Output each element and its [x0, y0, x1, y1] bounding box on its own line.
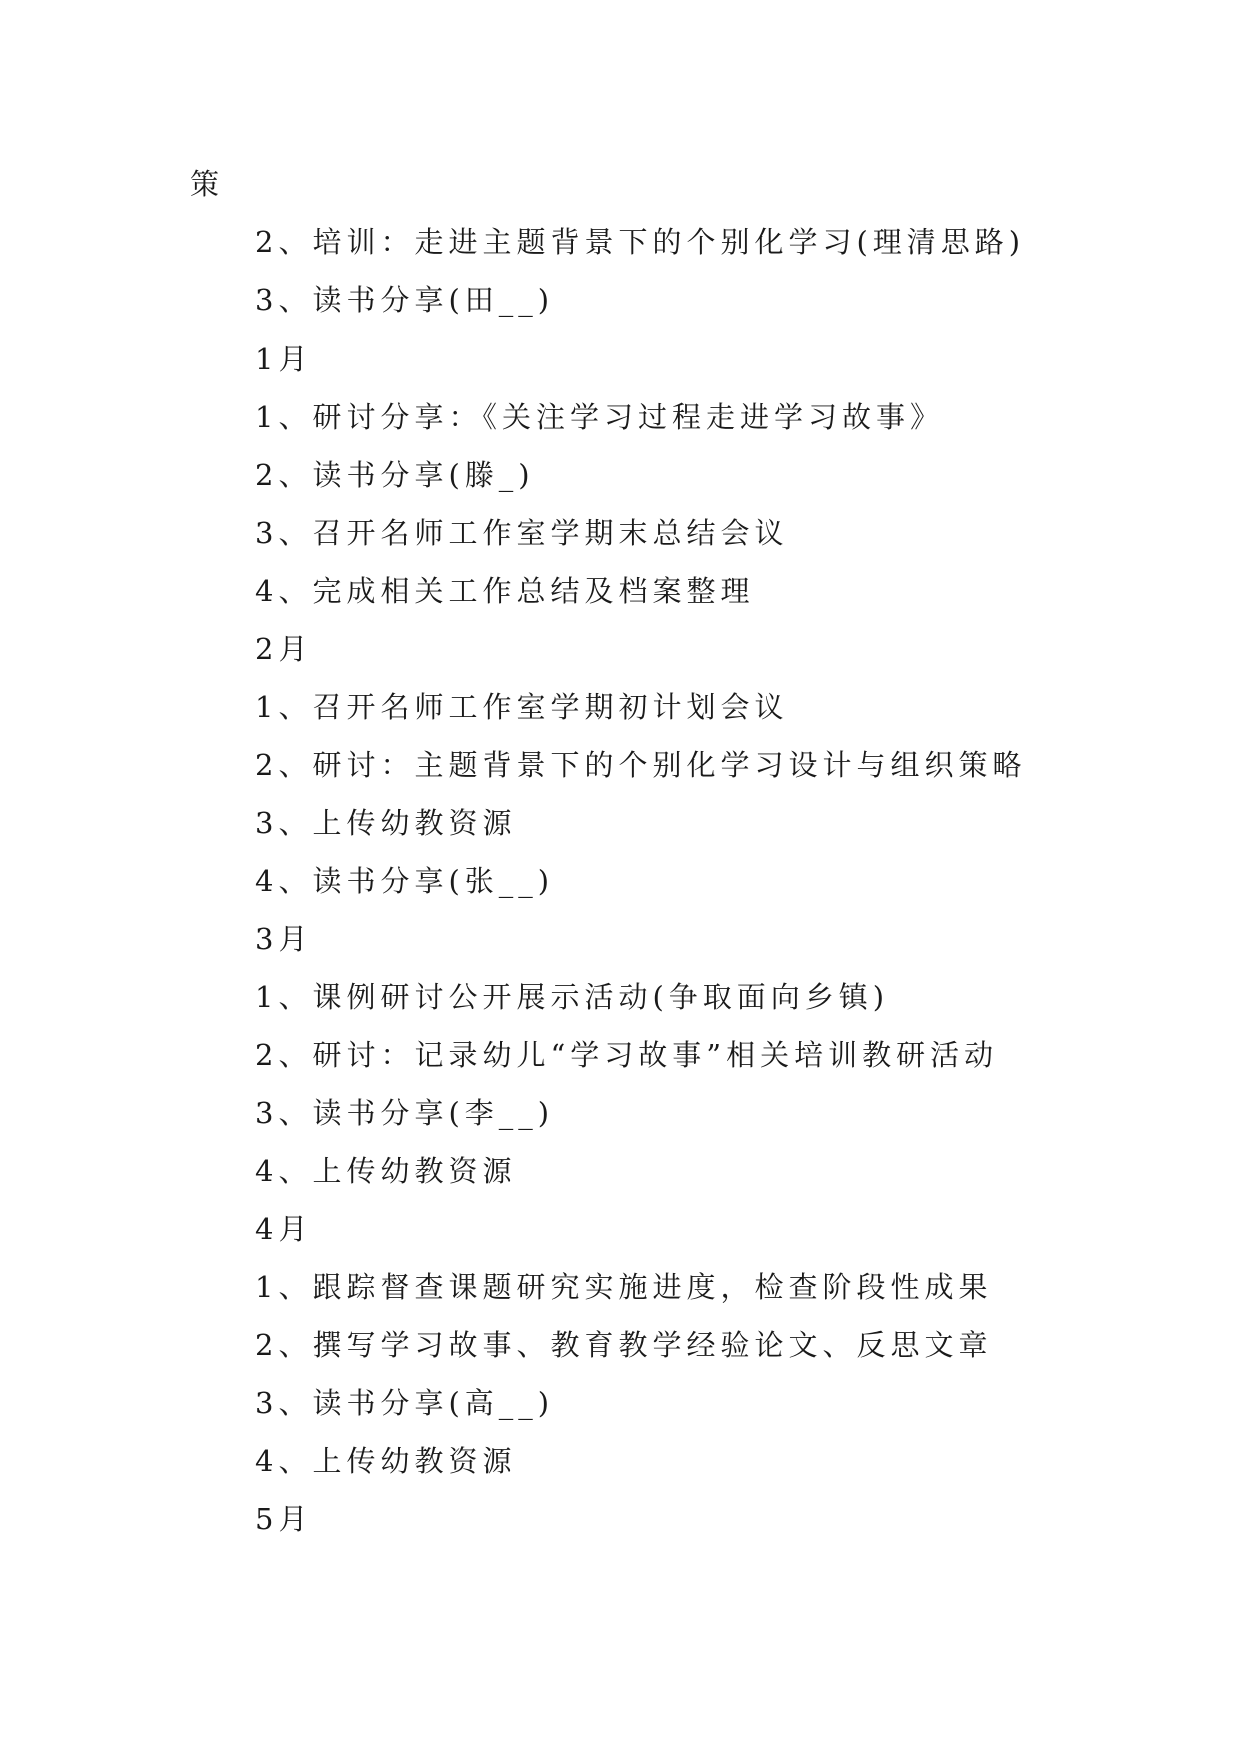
- text-line: 4月: [255, 1212, 313, 1246]
- text-line: 1、召开名师工作室学期初计划会议: [255, 690, 789, 724]
- text-line: 4、完成相关工作总结及档案整理: [255, 574, 755, 608]
- text-line: 1月: [255, 342, 313, 376]
- text-line: 4、读书分享(张__): [255, 864, 555, 898]
- text-line: 2、撰写学习故事、教育教学经验论文、反思文章: [255, 1328, 993, 1362]
- text-line: 2、培训：走进主题背景下的个别化学习(理清思路): [255, 225, 1026, 259]
- text-line: 4、上传幼教资源: [255, 1154, 517, 1188]
- text-line: 3、上传幼教资源: [255, 806, 517, 840]
- text-line: 2、研讨：记录幼儿“学习故事”相关培训教研活动: [255, 1038, 999, 1072]
- text-line: 2、研讨：主题背景下的个别化学习设计与组织策略: [255, 748, 1027, 782]
- text-line: 3、读书分享(田__): [255, 283, 555, 317]
- text-line: 2、读书分享(滕_): [255, 458, 535, 492]
- text-line: 策: [190, 167, 225, 201]
- text-line: 1、课例研讨公开展示活动(争取面向乡镇): [255, 980, 890, 1014]
- text-line: 3、召开名师工作室学期末总结会议: [255, 516, 789, 550]
- text-line: 4、上传幼教资源: [255, 1444, 517, 1478]
- text-line: 1、跟踪督查课题研究实施进度，检查阶段性成果: [255, 1270, 993, 1304]
- text-line: 5月: [255, 1502, 313, 1536]
- text-line: 3、读书分享(高__): [255, 1386, 555, 1420]
- text-line: 2月: [255, 632, 313, 666]
- text-line: 1、研讨分享：《关注学习过程走进学习故事》: [255, 400, 944, 434]
- text-line: 3、读书分享(李__): [255, 1096, 555, 1130]
- text-line: 3月: [255, 922, 313, 956]
